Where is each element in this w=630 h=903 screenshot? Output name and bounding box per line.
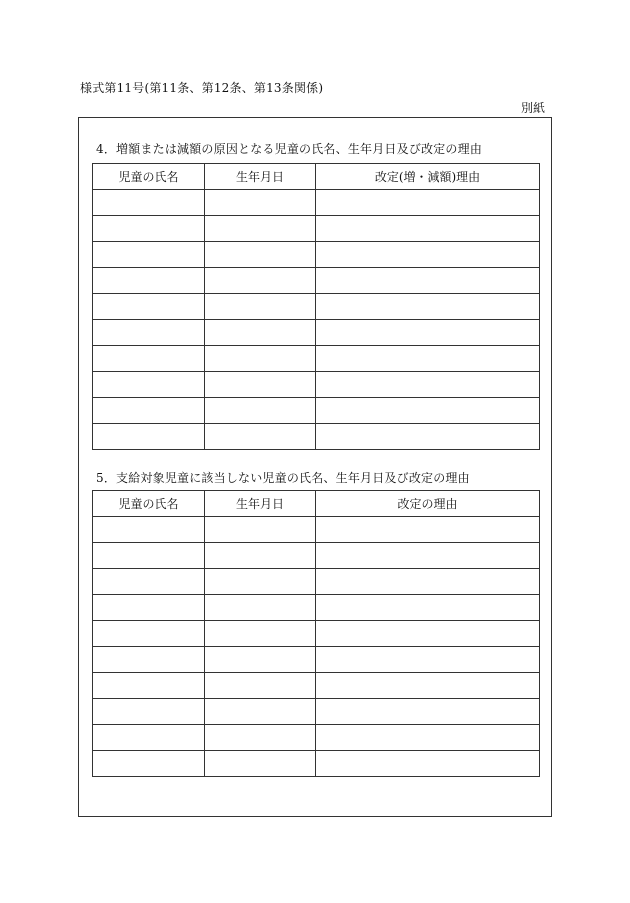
child-name-cell[interactable] bbox=[93, 424, 205, 450]
birth-date-cell[interactable] bbox=[205, 424, 316, 450]
table-row bbox=[93, 346, 540, 372]
child-name-cell[interactable] bbox=[93, 647, 205, 673]
form-number: 様式第11号(第11条、第12条、第13条関係) bbox=[80, 81, 324, 95]
reason-cell[interactable] bbox=[316, 543, 540, 569]
table-row bbox=[93, 751, 540, 777]
table-row bbox=[93, 543, 540, 569]
attachment-label: 別紙 bbox=[520, 101, 545, 115]
birth-date-cell[interactable] bbox=[205, 647, 316, 673]
reason-cell[interactable] bbox=[316, 268, 540, 294]
birth-date-cell[interactable] bbox=[205, 346, 316, 372]
reason-cell[interactable] bbox=[316, 595, 540, 621]
table-row bbox=[93, 268, 540, 294]
table-row bbox=[93, 725, 540, 751]
birth-date-cell[interactable] bbox=[205, 517, 316, 543]
birth-date-cell[interactable] bbox=[205, 595, 316, 621]
reason-cell[interactable] bbox=[316, 216, 540, 242]
reason-cell[interactable] bbox=[316, 242, 540, 268]
child-name-cell[interactable] bbox=[93, 543, 205, 569]
child-name-cell[interactable] bbox=[93, 242, 205, 268]
table-row bbox=[93, 621, 540, 647]
section-4-table bbox=[92, 163, 540, 450]
child-name-cell[interactable] bbox=[93, 751, 205, 777]
child-name-cell[interactable] bbox=[93, 569, 205, 595]
table-header-row bbox=[93, 491, 540, 517]
column-header-birth-date: 生年月日 bbox=[205, 164, 316, 190]
table-row bbox=[93, 699, 540, 725]
reason-cell[interactable] bbox=[316, 346, 540, 372]
birth-date-cell[interactable] bbox=[205, 543, 316, 569]
child-name-cell[interactable] bbox=[93, 320, 205, 346]
birth-date-cell[interactable] bbox=[205, 398, 316, 424]
child-name-cell[interactable] bbox=[93, 699, 205, 725]
column-header-revision-reason: 改定(増・減額)理由 bbox=[316, 164, 540, 190]
birth-date-cell[interactable] bbox=[205, 372, 316, 398]
section-5-table bbox=[92, 490, 540, 777]
reason-cell[interactable] bbox=[316, 372, 540, 398]
table-row bbox=[93, 190, 540, 216]
reason-cell[interactable] bbox=[316, 517, 540, 543]
reason-cell[interactable] bbox=[316, 569, 540, 595]
reason-cell[interactable] bbox=[316, 621, 540, 647]
table-row bbox=[93, 216, 540, 242]
reason-cell[interactable] bbox=[316, 673, 540, 699]
table-row bbox=[93, 673, 540, 699]
column-header-child-name: 児童の氏名 bbox=[93, 164, 205, 190]
column-header-child-name: 児童の氏名 bbox=[93, 491, 205, 517]
table-row bbox=[93, 569, 540, 595]
child-name-cell[interactable] bbox=[93, 595, 205, 621]
reason-cell[interactable] bbox=[316, 699, 540, 725]
reason-cell[interactable] bbox=[316, 647, 540, 673]
birth-date-cell[interactable] bbox=[205, 725, 316, 751]
child-name-cell[interactable] bbox=[93, 372, 205, 398]
birth-date-cell[interactable] bbox=[205, 569, 316, 595]
table-row bbox=[93, 424, 540, 450]
section-5-heading: 5．支給対象児童に該当しない児童の氏名、生年月日及び改定の理由 bbox=[96, 471, 470, 485]
table-header-row bbox=[93, 164, 540, 190]
table-row bbox=[93, 294, 540, 320]
child-name-cell[interactable] bbox=[93, 190, 205, 216]
reason-cell[interactable] bbox=[316, 320, 540, 346]
reason-cell[interactable] bbox=[316, 725, 540, 751]
column-header-birth-date: 生年月日 bbox=[205, 491, 316, 517]
birth-date-cell[interactable] bbox=[205, 216, 316, 242]
child-name-cell[interactable] bbox=[93, 398, 205, 424]
reason-cell[interactable] bbox=[316, 294, 540, 320]
birth-date-cell[interactable] bbox=[205, 242, 316, 268]
child-name-cell[interactable] bbox=[93, 346, 205, 372]
table-row bbox=[93, 372, 540, 398]
section-4-heading: 4．増額または減額の原因となる児童の氏名、生年月日及び改定の理由 bbox=[96, 142, 483, 156]
table-row bbox=[93, 398, 540, 424]
child-name-cell[interactable] bbox=[93, 725, 205, 751]
reason-cell[interactable] bbox=[316, 751, 540, 777]
birth-date-cell[interactable] bbox=[205, 320, 316, 346]
table-row bbox=[93, 242, 540, 268]
table-row bbox=[93, 320, 540, 346]
child-name-cell[interactable] bbox=[93, 294, 205, 320]
birth-date-cell[interactable] bbox=[205, 673, 316, 699]
birth-date-cell[interactable] bbox=[205, 190, 316, 216]
reason-cell[interactable] bbox=[316, 398, 540, 424]
table-row bbox=[93, 647, 540, 673]
table-row bbox=[93, 595, 540, 621]
child-name-cell[interactable] bbox=[93, 621, 205, 647]
reason-cell[interactable] bbox=[316, 190, 540, 216]
birth-date-cell[interactable] bbox=[205, 751, 316, 777]
birth-date-cell[interactable] bbox=[205, 699, 316, 725]
birth-date-cell[interactable] bbox=[205, 621, 316, 647]
reason-cell[interactable] bbox=[316, 424, 540, 450]
child-name-cell[interactable] bbox=[93, 673, 205, 699]
child-name-cell[interactable] bbox=[93, 216, 205, 242]
child-name-cell[interactable] bbox=[93, 517, 205, 543]
column-header-revision-reason: 改定の理由 bbox=[316, 491, 540, 517]
table-row bbox=[93, 517, 540, 543]
birth-date-cell[interactable] bbox=[205, 268, 316, 294]
child-name-cell[interactable] bbox=[93, 268, 205, 294]
birth-date-cell[interactable] bbox=[205, 294, 316, 320]
